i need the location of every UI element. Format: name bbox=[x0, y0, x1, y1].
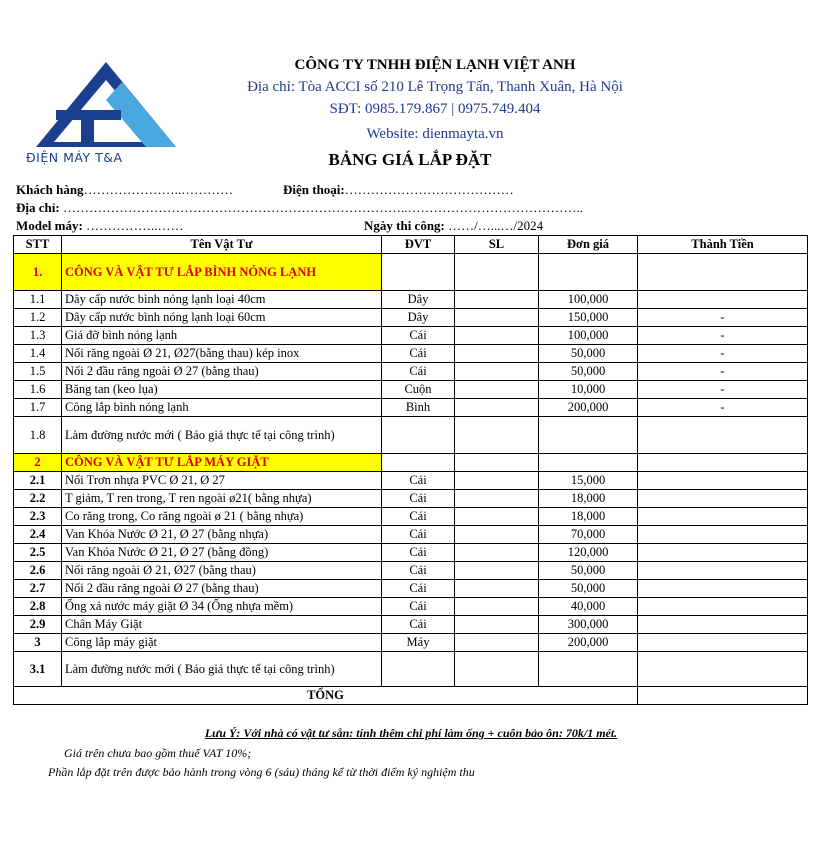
row-price: 50,000 bbox=[539, 562, 638, 580]
row-name: Giá đỡ bình nóng lạnh bbox=[62, 327, 382, 345]
row-stt: 2.9 bbox=[14, 616, 62, 634]
customer-line bbox=[16, 182, 233, 198]
header-unit: ĐVT bbox=[382, 236, 455, 254]
table-row bbox=[14, 291, 808, 309]
row-name: T giảm, T ren trong, T ren ngoài ø21( bằng nhựa) bbox=[62, 490, 382, 508]
model-line bbox=[16, 218, 184, 234]
company-address: Địa chỉ: Tòa ACCI số 210 Lê Trọng Tấn, Thanh Xuân, Hà Nội bbox=[247, 79, 623, 95]
row-name: Dây cấp nước bình nóng lạnh loại 60cm bbox=[62, 309, 382, 327]
table-header bbox=[14, 236, 808, 254]
row-qty[interactable] bbox=[455, 309, 539, 327]
row-price: 15,000 bbox=[539, 472, 638, 490]
table-row: 1.8 Làm đường nước mới ( Báo giá thực tế tại công trình) bbox=[14, 417, 808, 454]
row-total bbox=[638, 490, 808, 508]
row-price: 50,000 bbox=[539, 345, 638, 363]
row-stt: 1.3 bbox=[14, 327, 62, 345]
row-price: 50,000 bbox=[539, 580, 638, 598]
row-stt: 1.4 bbox=[14, 345, 62, 363]
date-label: Ngày thi công: bbox=[364, 218, 445, 233]
row-total: - bbox=[638, 399, 808, 417]
company-logo bbox=[26, 62, 196, 172]
row-price: 120,000 bbox=[539, 544, 638, 562]
table-row bbox=[14, 327, 808, 345]
row-price: 70,000 bbox=[539, 526, 638, 544]
row-price: 150,000 bbox=[539, 309, 638, 327]
customer-field[interactable]: …………………..………… bbox=[83, 182, 234, 197]
row-stt: 1.7 bbox=[14, 399, 62, 417]
row-qty[interactable] bbox=[455, 291, 539, 309]
row-name: Nối 2 đầu răng ngoài Ø 27 (bằng thau) bbox=[62, 580, 382, 598]
page-title: BẢNG GIÁ LẮP ĐẶT bbox=[328, 150, 492, 169]
row-qty[interactable] bbox=[455, 580, 539, 598]
table-row bbox=[14, 526, 808, 544]
row-qty[interactable] bbox=[455, 598, 539, 616]
table-row bbox=[14, 598, 808, 616]
row-total bbox=[638, 508, 808, 526]
row-stt: 2.1 bbox=[14, 472, 62, 490]
row-stt: 1.1 bbox=[14, 291, 62, 309]
row-total bbox=[638, 634, 808, 652]
table-row bbox=[14, 309, 808, 327]
company-name: CÔNG TY TNHH ĐIỆN LẠNH VIỆT ANH bbox=[294, 57, 576, 73]
row-qty[interactable] bbox=[455, 490, 539, 508]
row-unit: Cái bbox=[382, 526, 455, 544]
price-table bbox=[13, 235, 808, 705]
row-name: Công lắp bình nóng lạnh bbox=[62, 399, 382, 417]
row-unit: Cái bbox=[382, 508, 455, 526]
row-stt: 1.5 bbox=[14, 363, 62, 381]
section-title: CÔNG VÀ VẬT TƯ LẮP MÁY GIẶT bbox=[62, 454, 382, 472]
row-name: Nối răng ngoài Ø 21, Ø27 (bằng thau) bbox=[62, 562, 382, 580]
address-label: Địa chỉ: bbox=[16, 200, 60, 215]
warranty-note: Phần lắp đặt trên được bảo hành trong vòng 6 (sáu) tháng kể từ thời điểm ký nghiệm thu bbox=[48, 765, 475, 779]
row-name: Chân Máy Giặt bbox=[62, 616, 382, 634]
model-label: Model máy: bbox=[16, 218, 83, 233]
row-total bbox=[638, 544, 808, 562]
row-name: Nối 2 đầu răng ngoài Ø 27 (bằng thau) bbox=[62, 363, 382, 381]
table-row: 3.1 Làm đường nước mới ( Báo giá thực tế tại công trình) bbox=[14, 652, 808, 687]
row-name: Nối răng ngoài Ø 21, Ø27(bằng thau) kép inox bbox=[62, 345, 382, 363]
row-total bbox=[638, 291, 808, 309]
row-stt: 1.6 bbox=[14, 381, 62, 399]
row-name: Dây cấp nước bình nóng lạnh loại 40cm bbox=[62, 291, 382, 309]
phone-line bbox=[283, 182, 514, 198]
row-qty[interactable] bbox=[455, 526, 539, 544]
row-total: - bbox=[638, 363, 808, 381]
company-website[interactable]: Website: dienmayta.vn bbox=[366, 126, 504, 142]
row-name: Van Khóa Nước Ø 21, Ø 27 (bằng nhựa) bbox=[62, 526, 382, 544]
row-price: 18,000 bbox=[539, 508, 638, 526]
row-stt: 2.7 bbox=[14, 580, 62, 598]
row-qty[interactable] bbox=[455, 472, 539, 490]
vat-note: Giá trên chưa bao gồm thuế VAT 10%; bbox=[64, 746, 252, 760]
row-price: 50,000 bbox=[539, 363, 638, 381]
row-total: - bbox=[638, 345, 808, 363]
row-unit: Cái bbox=[382, 598, 455, 616]
row-name: Ống xả nước máy giặt Ø 34 (Ống nhựa mềm) bbox=[62, 598, 382, 616]
row-unit: Cái bbox=[382, 616, 455, 634]
row-unit: Dây bbox=[382, 309, 455, 327]
row-unit: Cái bbox=[382, 580, 455, 598]
row-price: 18,000 bbox=[539, 490, 638, 508]
row-qty[interactable] bbox=[455, 363, 539, 381]
address-field[interactable]: ……………………………………………………………………..………………………………….. bbox=[59, 200, 583, 215]
row-unit: Cái bbox=[382, 345, 455, 363]
row-qty[interactable] bbox=[455, 616, 539, 634]
total-label: TỔNG bbox=[14, 687, 638, 705]
section-row-washing-machine bbox=[14, 454, 808, 472]
row-stt: 2.4 bbox=[14, 526, 62, 544]
table-row bbox=[14, 345, 808, 363]
section-title: CÔNG VÀ VẬT TƯ LẮP BÌNH NÓNG LẠNH bbox=[62, 254, 382, 291]
date-field[interactable]: ……/…...…/2024 bbox=[444, 218, 544, 233]
row-unit: Cái bbox=[382, 363, 455, 381]
row-qty[interactable] bbox=[455, 345, 539, 363]
row-total bbox=[638, 562, 808, 580]
model-field[interactable]: ……………..…… bbox=[82, 218, 184, 233]
total-value bbox=[638, 687, 808, 705]
row-name: Nối Trơn nhựa PVC Ø 21, Ø 27 bbox=[62, 472, 382, 490]
section-stt: 1. bbox=[14, 254, 62, 291]
row-name: Van Khóa Nước Ø 21, Ø 27 (bằng đồng) bbox=[62, 544, 382, 562]
table-row bbox=[14, 580, 808, 598]
address-line bbox=[16, 200, 583, 216]
row-price: 100,000 bbox=[539, 327, 638, 345]
date-line bbox=[364, 218, 543, 234]
row-unit: Cái bbox=[382, 562, 455, 580]
row-price: 300,000 bbox=[539, 616, 638, 634]
header-total: Thành Tiền bbox=[638, 236, 808, 254]
row-unit: Dây bbox=[382, 291, 455, 309]
header-price: Đơn giá bbox=[539, 236, 638, 254]
table-row bbox=[14, 399, 808, 417]
row-name: Công lắp máy giặt bbox=[62, 634, 382, 652]
install-note: Lưu Ý: Với nhà có vật tư sẵn: tính thêm chi phí làm ống + cuôn bảo ôn: 70k/1 mét. bbox=[204, 726, 618, 740]
row-unit: Cái bbox=[382, 327, 455, 345]
row-unit: Máy bbox=[382, 634, 455, 652]
row-unit: Cái bbox=[382, 472, 455, 490]
row-qty[interactable] bbox=[455, 381, 539, 399]
row-total: - bbox=[638, 327, 808, 345]
row-unit: Bình bbox=[382, 399, 455, 417]
table-row bbox=[14, 363, 808, 381]
table-row bbox=[14, 634, 808, 652]
row-unit: Cuộn bbox=[382, 381, 455, 399]
header-name: Tên Vật Tư bbox=[62, 236, 382, 254]
header-stt: STT bbox=[14, 236, 62, 254]
row-name: Co răng trong, Co răng ngoài ø 21 ( bằng nhựa) bbox=[62, 508, 382, 526]
total-row bbox=[14, 687, 808, 705]
table-row bbox=[14, 616, 808, 634]
row-price: 100,000 bbox=[539, 291, 638, 309]
row-qty[interactable] bbox=[455, 327, 539, 345]
table-row bbox=[14, 508, 808, 526]
row-stt: 2.6 bbox=[14, 562, 62, 580]
row-price: 10,000 bbox=[539, 381, 638, 399]
row-total bbox=[638, 598, 808, 616]
row-qty[interactable] bbox=[455, 544, 539, 562]
row-stt: 3 bbox=[14, 634, 62, 652]
row-name: Băng tan (keo lụa) bbox=[62, 381, 382, 399]
row-stt: 2.5 bbox=[14, 544, 62, 562]
row-total bbox=[638, 472, 808, 490]
row-total bbox=[638, 526, 808, 544]
header-qty: SL bbox=[455, 236, 539, 254]
row-stt: 2.2 bbox=[14, 490, 62, 508]
row-qty[interactable] bbox=[455, 634, 539, 652]
table-row bbox=[14, 562, 808, 580]
table-row bbox=[14, 490, 808, 508]
row-stt: 2.3 bbox=[14, 508, 62, 526]
row-stt: 2.8 bbox=[14, 598, 62, 616]
table-row bbox=[14, 544, 808, 562]
row-total bbox=[638, 580, 808, 598]
row-total bbox=[638, 616, 808, 634]
row-price: 40,000 bbox=[539, 598, 638, 616]
row-total: - bbox=[638, 309, 808, 327]
row-qty[interactable] bbox=[455, 399, 539, 417]
section-row-water-heater bbox=[14, 254, 808, 291]
phone-field[interactable]: ………………………………… bbox=[344, 182, 514, 197]
row-unit: Cái bbox=[382, 544, 455, 562]
row-qty[interactable] bbox=[455, 562, 539, 580]
row-total: - bbox=[638, 381, 808, 399]
table-row bbox=[14, 381, 808, 399]
row-stt: 1.2 bbox=[14, 309, 62, 327]
customer-label: Khách hàng bbox=[16, 182, 84, 197]
row-qty[interactable] bbox=[455, 508, 539, 526]
row-price: 200,000 bbox=[539, 399, 638, 417]
company-phone: SĐT: 0985.179.867 | 0975.749.404 bbox=[329, 101, 541, 117]
row-unit: Cái bbox=[382, 490, 455, 508]
section-stt: 2 bbox=[14, 454, 62, 472]
logo-text: ĐIỆN MÁY T&A bbox=[26, 150, 123, 165]
table-row bbox=[14, 472, 808, 490]
phone-label: Điện thoại: bbox=[283, 182, 345, 197]
row-price: 200,000 bbox=[539, 634, 638, 652]
